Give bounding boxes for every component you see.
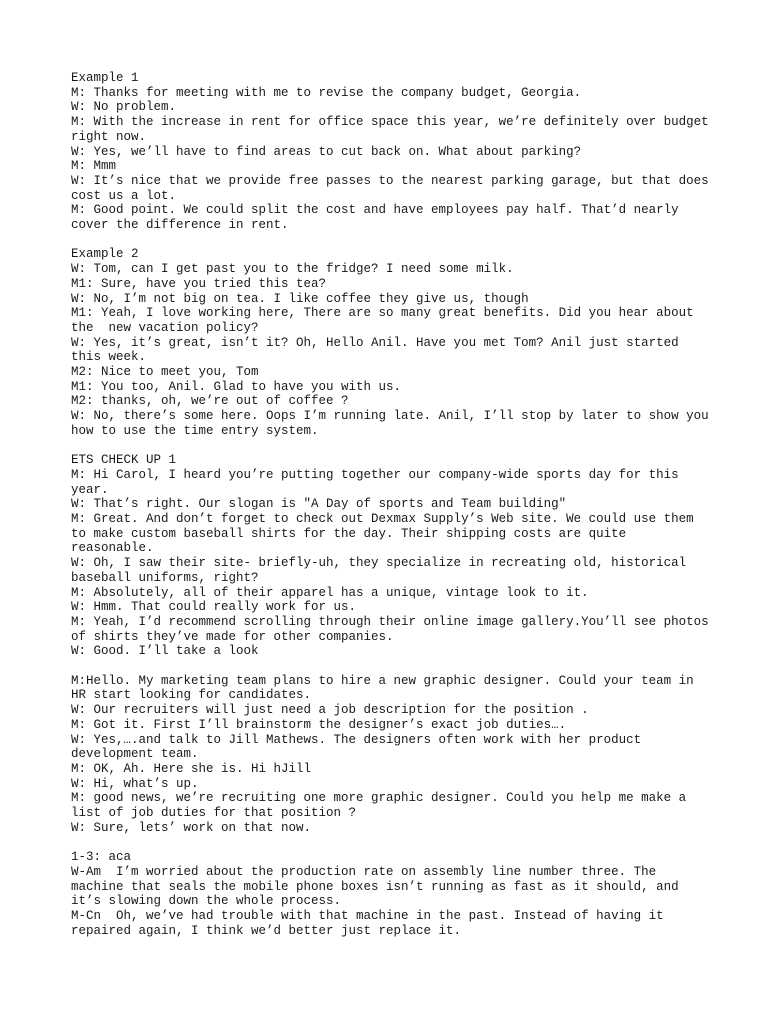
dialogue-line: M: good news, we’re recruiting one more graphic designer. Could you help me make a list of job duties for that position ? [71,791,694,821]
dialogue-line: M-Cn Oh, we’ve had trouble with that machine in the past. Instead of having it repaired again, I think we’d better just replace it. [71,909,672,938]
dialogue-line: M2: Nice to meet you, Tom [71,365,259,380]
dialogue-line: M2: thanks, oh, we’re out of coffee ? [71,394,349,409]
dialogue-line: M: OK, Ah. Here she is. Hi hJill [71,762,312,776]
dialogue-line: M: Hi Carol, I heard you’re putting together our company-wide sports day for this year. [71,467,687,497]
dialogue-line: W: It’s nice that we provide free passes to the nearest parking garage, but that does cost us a lot. [71,173,717,203]
dialogue-line: M1: Yeah, I love working here, There are so many great benefits. Did you hear about the new vacation policy? [71,306,702,335]
section-heading: ETS CHECK UP 1 [71,453,177,468]
dialogue-line: W: Oh, I saw their site- briefly-uh, they specialize in recreating old, historical baseball uniforms, right? [71,556,694,585]
section-heading: Example 1 [71,71,139,85]
dialogue-line: M: Thanks for meeting with me to revise the company budget, Georgia. [71,85,582,100]
document-page [71,71,717,953]
dialogue-line: M: Mmm [71,159,117,174]
dialogue-line: M: Yeah, I’d recommend scrolling through their online image gallery.You’ll see photos of shirts they’ve made for other companies. [71,614,717,644]
dialogue-line: W: Hmm. That could really work for us. [71,600,357,615]
dialogue-line: W: That’s right. Our slogan is "A Day of sports and Team building" [71,497,567,512]
dialogue-line: M1: Sure, have you tried this tea? [71,276,327,291]
ets-check-up-1-section [71,453,717,659]
dialogue-line: W-Am I’m worried about the production rate on assembly line number three. The machine that seals the mobile phone boxes isn’t running as fast as it should, and it’s slowing down the whole process. [71,864,687,909]
dialogue-line: M: Good point. We could split the cost and have employees pay half. That’d nearly cover the difference in rent. [71,203,687,233]
dialogue-line: M: Great. And don’t forget to check out Dexmax Supply’s Web site. We could use them to make custom baseball shirts for the day. Their shipping costs are quite reasonable. [71,512,702,556]
dialogue-line: M: With the increase in rent for office space this year, we’re definitely over budget right now. [71,115,717,144]
dialogue-line: W: No problem. [71,100,177,115]
dialogue-line: W: Yes,….and talk to Jill Mathews. The designers often work with her product development team. [71,732,649,762]
section-1-3-aca [71,850,711,938]
dialogue-line: W: Yes, it’s great, isn’t it? Oh, Hello Anil. Have you met Tom? Anil just started this week. [71,335,687,365]
dialogue-line: M1: You too, Anil. Glad to have you with us. [71,379,402,394]
dialogue-line: W: Hi, what’s up. [71,776,199,791]
dialogue-line: W: Sure, lets’ work on that now. [71,820,312,835]
dialogue-line: M:Hello. My marketing team plans to hire a new graphic designer. Could your team in HR start looking for candidates. [71,673,702,703]
section-heading: 1-3: aca [71,850,132,865]
dialogue-line: W: No, there’s some here. Oops I’m running late. Anil, I’ll stop by later to show you how to use the time entry system. [71,409,717,438]
example-1-section [71,71,717,233]
dialogue-line: W: Our recruiters will just need a job description for the position . [71,703,589,718]
example-2-section [71,247,717,438]
dialogue-line: M: Got it. First I’ll brainstorm the designer’s exact job duties…. [71,717,567,732]
dialogue-line: W: Yes, we’ll have to find areas to cut back on. What about parking? [71,144,582,159]
dialogue-line: W: No, I’m not big on tea. I like coffee they give us, though [71,291,529,306]
dialogue-line: W: Tom, can I get past you to the fridge? I need some milk. [71,262,514,277]
dialogue-line: W: Good. I’ll take a look [71,644,259,659]
section-heading: Example 2 [71,247,139,262]
hiring-dialogue-section [71,674,711,836]
dialogue-line: M: Absolutely, all of their apparel has a unique, vintage look to it. [71,585,589,600]
